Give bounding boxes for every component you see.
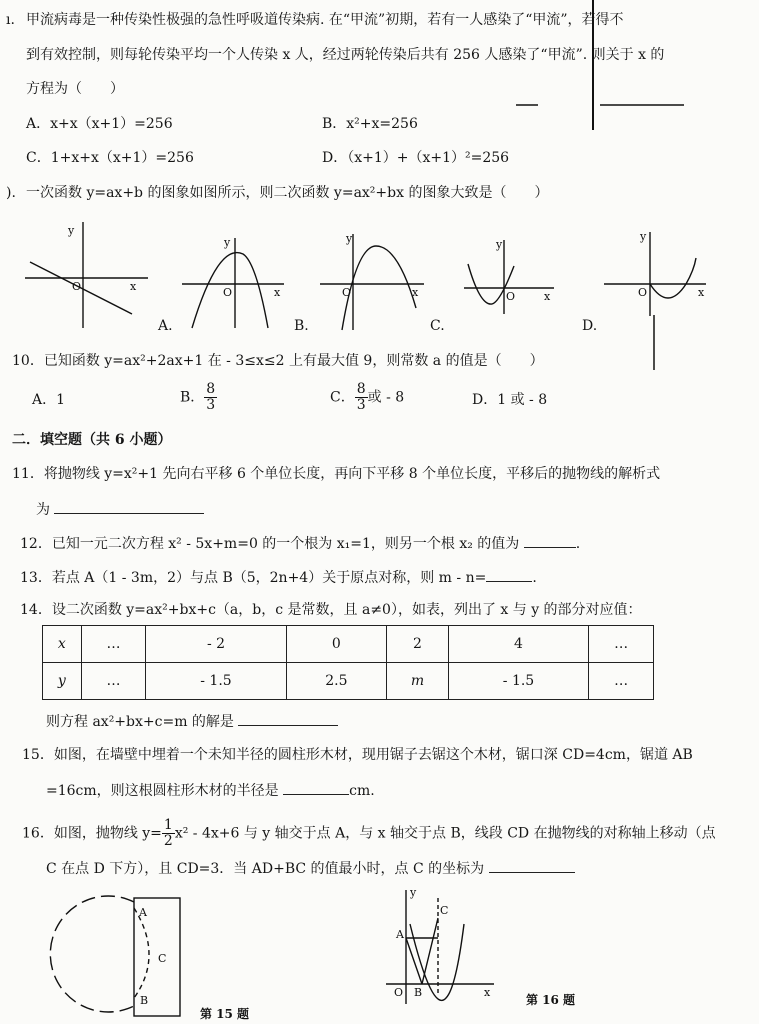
q11-line2	[36, 499, 204, 520]
q9b-x-label: x	[412, 286, 419, 299]
q11-line1: 11．将抛物线 y=x²+1 先向右平移 6 个单位长度，再向下平移 8 个单位长度，平移后的抛物线的解析式	[12, 466, 661, 482]
q12-line: 12．已知一元二次方程 x² - 5x+m=0 的一个根为 x₁=1，则另一个根 x₂ 的值为 .	[20, 533, 580, 554]
q16-x-label: x	[484, 986, 491, 999]
q9d-origin: O	[638, 286, 648, 299]
q16-point-c: C	[440, 904, 449, 917]
table-cell: …	[589, 626, 654, 663]
q15-line2	[46, 780, 375, 801]
q9d-x-label: x	[698, 286, 705, 299]
q11-answer-blank[interactable]	[54, 499, 204, 514]
q15-inner-arc	[134, 908, 149, 998]
table-cell: …	[81, 626, 146, 663]
q10c-numerator: 8	[356, 381, 366, 397]
q10-option-b	[180, 382, 217, 413]
q16-line2	[46, 858, 575, 879]
q9-x-label: x	[130, 280, 137, 293]
q9-option-c-graph	[462, 236, 562, 316]
q15-line1: 15．如图，在墙壁中埋着一个未知半径的圆柱形木材，现用锯子去锯这个木材，锯口深 CD=4cm，锯道 AB	[22, 747, 693, 763]
q16-line1	[22, 818, 716, 849]
q15-point-b: B	[140, 994, 149, 1007]
q9-option-b-graph	[316, 228, 428, 332]
q16-answer-blank[interactable]	[489, 858, 575, 873]
q8-stem-line3: 方程为（ ）	[26, 81, 124, 97]
q9-y-label: y	[68, 224, 75, 237]
q16-figure	[382, 884, 582, 1012]
q9c-y-label: y	[496, 238, 503, 251]
q9c-origin: O	[506, 290, 516, 303]
q15-figure	[60, 890, 260, 1020]
q10-option-b-fraction	[204, 382, 217, 413]
q16-segment-bc	[422, 918, 438, 984]
table-cell: x	[43, 626, 82, 663]
table-cell: …	[589, 663, 654, 700]
table-cell: - 1.5	[146, 663, 286, 700]
table-cell: 2.5	[286, 663, 387, 700]
q9c-x-label: x	[544, 290, 551, 303]
q16-fraction	[162, 818, 175, 849]
q13-text: 13．若点 A（1 - 3m，2）与点 B（5，2n+4）关于原点对称，则 m - n=	[20, 570, 487, 586]
q16-point-b: B	[414, 986, 423, 999]
q8-option-c: C．1+x+x（x+1）=256	[26, 150, 194, 166]
q13-answer-blank[interactable]	[486, 567, 532, 582]
question-8-marker: ı.	[6, 12, 15, 28]
q9b-y-label: y	[346, 232, 353, 245]
q9-option-c-label: C.	[430, 318, 445, 334]
q9-option-d-label: D.	[582, 318, 598, 334]
q9-linear-function-graph	[20, 218, 155, 330]
q16-caption: 第 16 题	[526, 993, 576, 1007]
table-cell: - 1.5	[448, 663, 588, 700]
q9d-y-label: y	[640, 230, 647, 243]
q9d-parabola	[650, 258, 696, 298]
q9-option-b-label: B.	[294, 318, 309, 334]
q15-point-a: A	[139, 906, 147, 919]
q10-option-c-prefix: C．	[330, 389, 355, 406]
q13-line: 13．若点 A（1 - 3m，2）与点 B（5，2n+4）关于原点对称，则 m - n= .	[20, 567, 537, 588]
q11-prefix: 为	[36, 502, 50, 518]
q9a-origin: O	[223, 286, 233, 299]
question-9-marker: ).	[6, 185, 16, 201]
table-cell: 2	[387, 626, 449, 663]
table-cell: 0	[286, 626, 387, 663]
q14-tail: 则方程 ax²+bx+c=m 的解是	[46, 714, 234, 730]
table-cell: y	[43, 663, 82, 700]
q15-unit: cm.	[349, 783, 375, 799]
q8-stem-line2: 到有效控制，则每轮传染平均一个人传染 x 人，经过两轮传染后共有 256 人感染了“甲流”. 则关于 x 的	[26, 47, 665, 63]
q16-frac-denominator: 2	[163, 833, 173, 849]
q15-answer-blank[interactable]	[283, 780, 349, 795]
q10b-numerator: 8	[206, 381, 216, 397]
table-cell: - 2	[146, 626, 286, 663]
section-2-title: 二．填空题（共 6 小题）	[12, 432, 172, 448]
table-cell: m	[387, 663, 449, 700]
q8-option-b: B．x²+x=256	[322, 116, 418, 132]
q9a-x-label: x	[274, 286, 281, 299]
q14-stem: 14．设二次函数 y=ax²+bx+c（a，b，c 是常数，且 a≠0），如表，列出了 x 与 y 的部分对应值：	[20, 602, 642, 618]
q10-option-b-prefix: B．	[180, 389, 205, 406]
q14-answer-blank[interactable]	[238, 711, 338, 726]
q10-option-c-suffix: 或 - 8	[367, 389, 405, 406]
q10-option-a: A．1	[32, 392, 66, 408]
q10c-denominator: 3	[356, 397, 366, 413]
q16-point-a: A	[396, 928, 404, 941]
table-cell: 4	[448, 626, 588, 663]
q16-y-label: y	[410, 886, 417, 899]
q9-origin-label: O	[72, 280, 82, 293]
q16-frac-numerator: 1	[163, 817, 173, 833]
q9-option-d-graph	[602, 230, 714, 318]
q16-prefix: 16．如图，抛物线 y=	[22, 825, 162, 842]
q10-option-d: D．1 或 - 8	[472, 392, 548, 408]
q10-option-c-fraction	[355, 382, 368, 413]
q12-answer-blank[interactable]	[524, 533, 576, 548]
q16-origin: O	[394, 986, 404, 999]
q10-stem: 10．已知函数 y=ax²+2ax+1 在 - 3≤x≤2 上有最大值 9，则常数 a 的值是（ ）	[12, 353, 544, 369]
q8-option-a: A．x+x（x+1）=256	[26, 116, 173, 132]
q10b-denominator: 3	[206, 397, 216, 413]
q14-row-y	[43, 663, 654, 700]
q8-stem-line1: 甲流病毒是一种传染性极强的急性呼吸道传染病. 在“甲流”初期，若有一人感染了“甲流”，若得不	[26, 12, 624, 28]
q9-option-a-graph	[178, 232, 290, 332]
q15-circle-arc	[50, 896, 134, 1012]
q14-row-x	[43, 626, 654, 663]
q8-option-d: D．（x+1）+（x+1）²=256	[322, 150, 510, 166]
q15-point-c: C	[158, 952, 167, 965]
q15-prefix: =16cm，则这根圆柱形木材的半径是	[46, 783, 279, 799]
q9b-origin: O	[342, 286, 352, 299]
q12-text: 12．已知一元二次方程 x² - 5x+m=0 的一个根为 x₁=1，则另一个根 x₂ 的值为	[20, 536, 520, 552]
table-cell: …	[81, 663, 146, 700]
q9a-y-label: y	[224, 236, 231, 249]
q16-suffix: x² - 4x+6 与 y 轴交于点 A，与 x 轴交于点 B，线段 CD 在抛物线的对称轴上移动（点	[174, 825, 716, 842]
q14-tail-line	[46, 711, 338, 732]
q9-option-a-label: A.	[158, 318, 173, 334]
q10-option-c	[330, 382, 404, 413]
q16-text: C 在点 D 下方），且 CD=3．当 AD+BC 的值最小时，点 C 的坐标为	[46, 861, 485, 877]
q9-stem: 一次函数 y=ax+b 的图象如图所示，则二次函数 y=ax²+bx 的图象大致是（ ）	[26, 185, 549, 201]
q14-value-table	[42, 625, 654, 700]
q15-caption: 第 15 题	[200, 1007, 250, 1021]
